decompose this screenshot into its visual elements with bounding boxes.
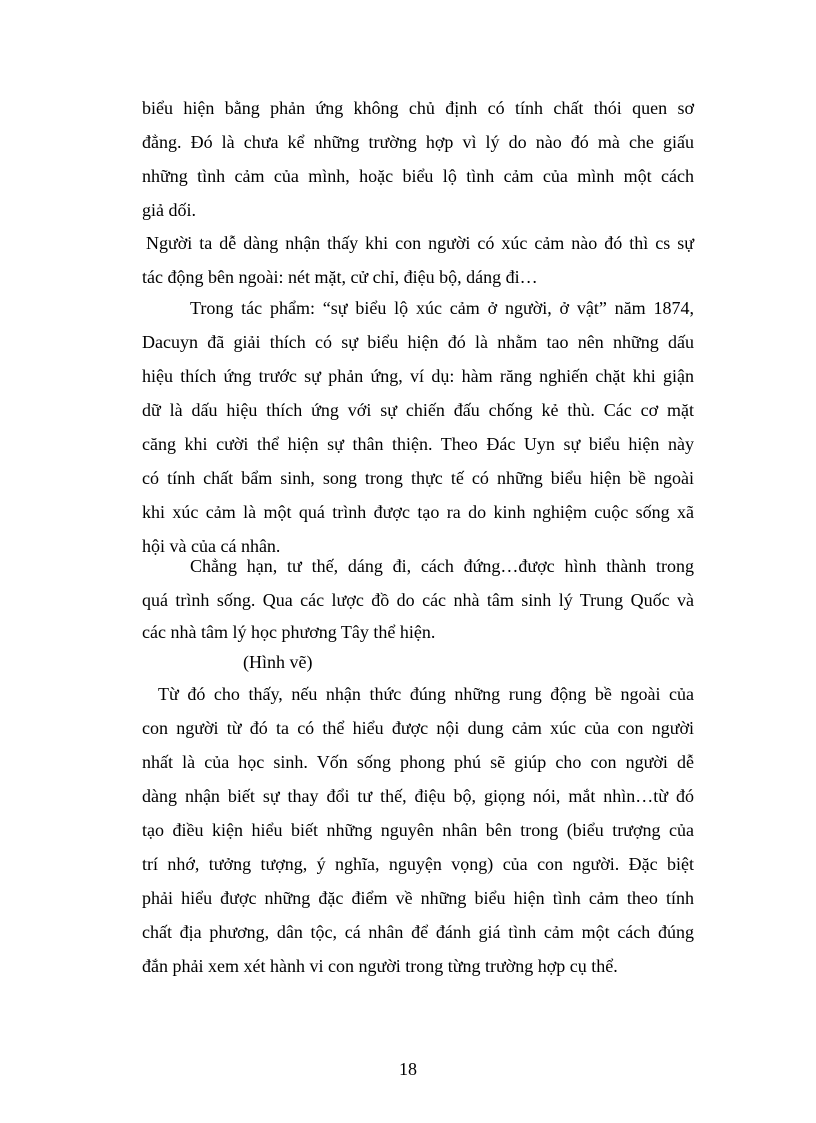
text-line: khi xúc cảm là một quá trình được tạo ra do kinh nghiệm cuộc sống xã — [142, 502, 694, 522]
text-line: hiệu thích ứng trước sự phản ứng, ví dụ: hàm răng nghiến chặt khi giận — [142, 366, 694, 386]
text-line: Người ta dễ dàng nhận thấy khi con người có xúc cảm nào đó thì cs sự — [146, 233, 694, 253]
text-line: căng khi cười thể hiện sự thân thiện. Theo Đác Uyn sự biểu hiện này — [142, 434, 694, 454]
page-number: 18 — [399, 1059, 417, 1079]
text-line: có tính chất bẩm sinh, song trong thực tế có những biểu hiện bề ngoài — [142, 468, 694, 488]
text-line: tạo điều kiện hiểu biết những nguyên nhân bên trong (biểu trượng của — [142, 820, 694, 840]
text-line: hội và của cá nhân. — [142, 536, 281, 556]
text-line: nhất là của học sinh. Vốn sống phong phú sẽ giúp cho con người dễ — [142, 752, 694, 772]
text-line: các nhà tâm lý học phương Tây thể hiện. — [142, 622, 436, 642]
figure-caption: (Hình vẽ) — [243, 652, 313, 672]
text-line: Trong tác phẩm: “sự biểu lộ xúc cảm ở người, ở vật” năm 1874, — [190, 298, 694, 318]
text-line: Chẳng hạn, tư thế, dáng đi, cách đứng…được hình thành trong — [190, 556, 694, 576]
text-line: dữ là dấu hiệu thích ứng với sự chiến đấu chống kẻ thù. Các cơ mặt — [142, 400, 694, 420]
text-line: chất địa phương, dân tộc, cá nhân để đánh giá tình cảm một cách đúng — [142, 922, 694, 942]
text-line: tác động bên ngoài: nét mặt, cử chỉ, điệu bộ, dáng đi… — [142, 267, 538, 287]
text-line: những tình cảm của mình, hoặc biểu lộ tình cảm của mình một cách — [142, 166, 694, 186]
text-line: trí nhớ, tưởng tượng, ý nghĩa, nguyện vọng) của con người. Đặc biệt — [142, 854, 694, 874]
text-line: đắn phải xem xét hành vi con người trong từng trường hợp cụ thể. — [142, 956, 618, 976]
text-line: Từ đó cho thấy, nếu nhận thức đúng những rung động bề ngoài của — [158, 684, 694, 704]
text-line: con người từ đó ta có thể hiểu được nội dung cảm xúc của con người — [142, 718, 694, 738]
text-line: quá trình sống. Qua các lược đồ do các nhà tâm sinh lý Trung Quốc và — [142, 590, 694, 610]
text-line: biểu hiện bằng phản ứng không chủ định có tính chất thói quen sơ — [142, 98, 694, 118]
text-line: dàng nhận biết sự thay đổi tư thế, điệu bộ, giọng nói, mắt nhìn…từ đó — [142, 786, 694, 806]
text-line: đẳng. Đó là chưa kể những trường hợp vì lý do nào đó mà che giấu — [142, 132, 694, 152]
text-line: Dacuyn đã giải thích có sự biểu hiện đó là nhằm tao nên những dấu — [142, 332, 694, 352]
text-line: giả dối. — [142, 200, 196, 220]
text-line: phải hiểu được những đặc điểm về những biểu hiện tình cảm theo tính — [142, 888, 694, 908]
